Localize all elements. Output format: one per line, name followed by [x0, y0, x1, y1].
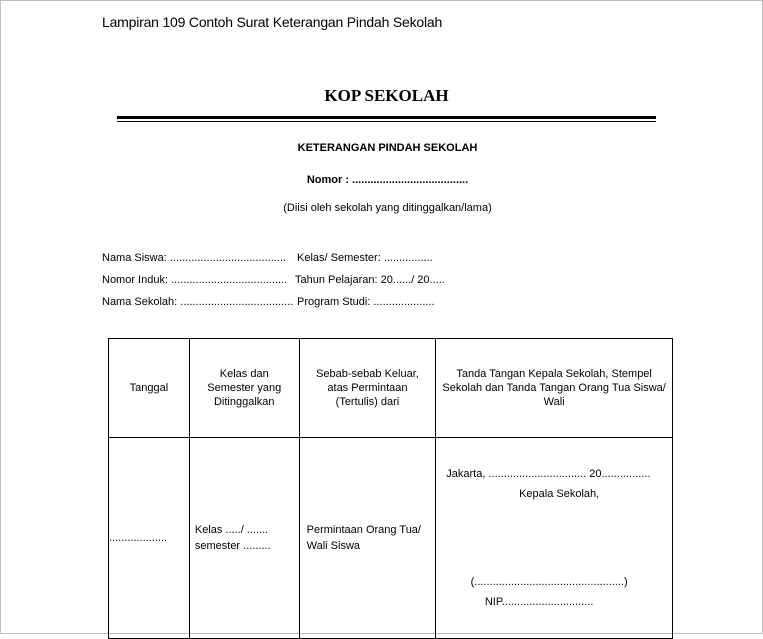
cell-sebab-keluar [299, 438, 436, 639]
kelas-line: Kelas ...../ ....... [194, 524, 269, 536]
table-header-row [109, 339, 673, 438]
letterhead-rule-thin [117, 121, 656, 122]
signature-name-line: (.................................................) [470, 576, 628, 588]
table-row [109, 438, 673, 639]
letter-number: Nomor : ...................................... [306, 174, 469, 186]
sebab-line-1: Permintaan Orang Tua/ [306, 524, 421, 536]
tanggal-value: ................... [109, 532, 168, 544]
letter-title: KETERANGAN PINDAH SEKOLAH [297, 142, 478, 154]
semester-line: semester ......... [194, 540, 271, 552]
field-nama-sekolah: Nama Sekolah: ..................................... [102, 296, 294, 308]
letterhead-rule-thick [117, 116, 656, 119]
header-sebab-keluar: Sebab-sebab Keluar, atas Permintaan (Tertulis) dari [299, 339, 436, 438]
nip-line: NIP.............................. [484, 596, 594, 608]
field-kelas-semester: Kelas/ Semester: ................ [297, 252, 433, 264]
field-tahun-pelajaran: Tahun Pelajaran: 20....../ 20..... [295, 274, 445, 286]
cell-kelas-semester [189, 438, 299, 639]
field-nomor-induk: Nomor Induk: ...................................... [102, 274, 288, 286]
fill-note: (Diisi oleh sekolah yang ditinggalkan/lama) [283, 202, 492, 214]
header-tanda-tangan: Tanda Tangan Kepala Sekolah, Stempel Sekolah dan Tanda Tangan Orang Tua Siswa/ Wali [436, 339, 673, 438]
header-tanggal: Tanggal [109, 339, 190, 438]
signer-title: Kepala Sekolah, [519, 488, 600, 500]
field-program-studi: Program Studi: .................... [297, 296, 435, 308]
letterhead-title: KOP SEKOLAH [324, 86, 449, 105]
transfer-table [108, 338, 673, 639]
header-kelas-semester: Kelas dan Semester yang Ditinggalkan [189, 339, 299, 438]
cell-tanggal [109, 438, 190, 639]
place-date-line: Jakarta, ................................ 20................ [446, 468, 651, 480]
document-caption: Lampiran 109 Contoh Surat Keterangan Pindah Sekolah [102, 14, 443, 30]
cell-tanda-tangan [436, 438, 673, 639]
sebab-line-2: Wali Siswa [306, 540, 361, 552]
field-nama-siswa: Nama Siswa: ...................................... [102, 252, 286, 264]
